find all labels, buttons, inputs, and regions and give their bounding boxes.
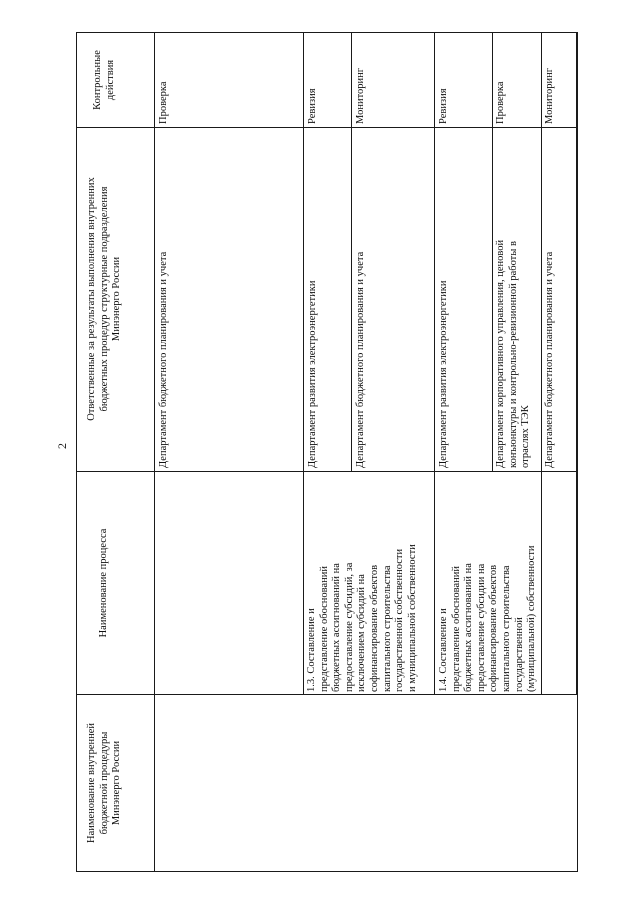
process-line: бюджетных ассигнований на: [331, 563, 343, 692]
row-divider-1: [303, 32, 304, 695]
process-line: софинансирование объектов: [488, 564, 500, 692]
header-responsible: [86, 131, 124, 467]
department-cell: [495, 132, 533, 468]
process-line: представление обоснований: [450, 566, 462, 692]
process-line: бюджетных ассигнований на: [463, 563, 475, 692]
header-responsible-line: Ответственные за результаты выполнения внутренних: [86, 177, 97, 421]
process-line: капитального строительства: [500, 565, 512, 692]
process-line: государственной собственности: [394, 548, 406, 692]
header-divider: [154, 32, 155, 872]
department-line: Департамент корпоративного управления, ценовой: [495, 239, 506, 468]
header-procedure-line: Минэнерго России: [111, 740, 123, 826]
header-actions-line: действия: [104, 59, 116, 101]
process-line: исключением субсидий на: [356, 574, 368, 692]
department-line: отраслях ТЭК: [520, 405, 532, 468]
process-line: предоставление субсидии на: [475, 563, 487, 692]
header-actions: [92, 36, 117, 124]
process-line: (муниципальной) собственности: [526, 545, 538, 692]
sub-divider-2: [492, 32, 493, 472]
border-left: [76, 871, 578, 872]
process-line: софинансирование объектов: [368, 564, 380, 692]
process-line: предоставление субсидий, за: [343, 562, 355, 692]
process-line: капитального строительства: [381, 565, 393, 692]
page-number: 2: [55, 443, 69, 449]
action-cell: Мониторинг: [355, 67, 366, 124]
process-1-4: [438, 472, 539, 692]
border-right: [76, 32, 578, 33]
process-line: 1.4. Составление и: [438, 608, 449, 692]
process-line: представление обоснований: [318, 566, 330, 692]
department-cell: Департамент бюджетного планирования и учета: [544, 251, 555, 468]
header-responsible-line: бюджетных процедур структурные подразделения: [98, 186, 110, 412]
header-procedure-line: Наименование внутренней: [86, 723, 97, 844]
header-process-text: Наименование процесса: [98, 528, 109, 638]
process-line: государственной: [513, 617, 525, 692]
row-divider-2: [434, 32, 435, 695]
header-procedure-line: бюджетной процедуры: [98, 731, 110, 835]
process-line: 1.3. Составление и: [306, 608, 317, 692]
row-divider-4: [576, 32, 577, 695]
header-actions-line: Контрольные: [92, 50, 103, 110]
border-top: [76, 32, 77, 872]
department-cell: Департамент развития электроэнергетики: [307, 280, 318, 468]
col-divider-1: [76, 694, 578, 695]
rotated-table: [76, 32, 578, 872]
col-divider-3: [76, 127, 578, 128]
action-cell: Ревизия: [307, 88, 318, 124]
header-responsible-line: Минэнерго России: [111, 256, 123, 342]
header-procedure: [86, 702, 124, 864]
department-cell: Департамент бюджетного планирования и учета: [158, 251, 169, 468]
header-process: [98, 474, 111, 692]
department-cell: Департамент развития электроэнергетики: [438, 280, 449, 468]
process-1-3: [306, 472, 419, 692]
process-line: и муниципальной собственности: [406, 544, 418, 692]
department-cell: Департамент бюджетного планирования и учета: [355, 251, 366, 468]
action-cell: Мониторинг: [544, 67, 555, 124]
sub-divider-1: [351, 32, 352, 472]
border-bottom: [577, 32, 578, 872]
action-cell: Ревизия: [438, 88, 449, 124]
action-cell: Проверка: [495, 81, 506, 124]
action-cell: Проверка: [158, 81, 169, 124]
row-divider-3: [541, 32, 542, 695]
department-line: конъюнктуры и контрольно-ревизионной работы в: [507, 241, 519, 468]
